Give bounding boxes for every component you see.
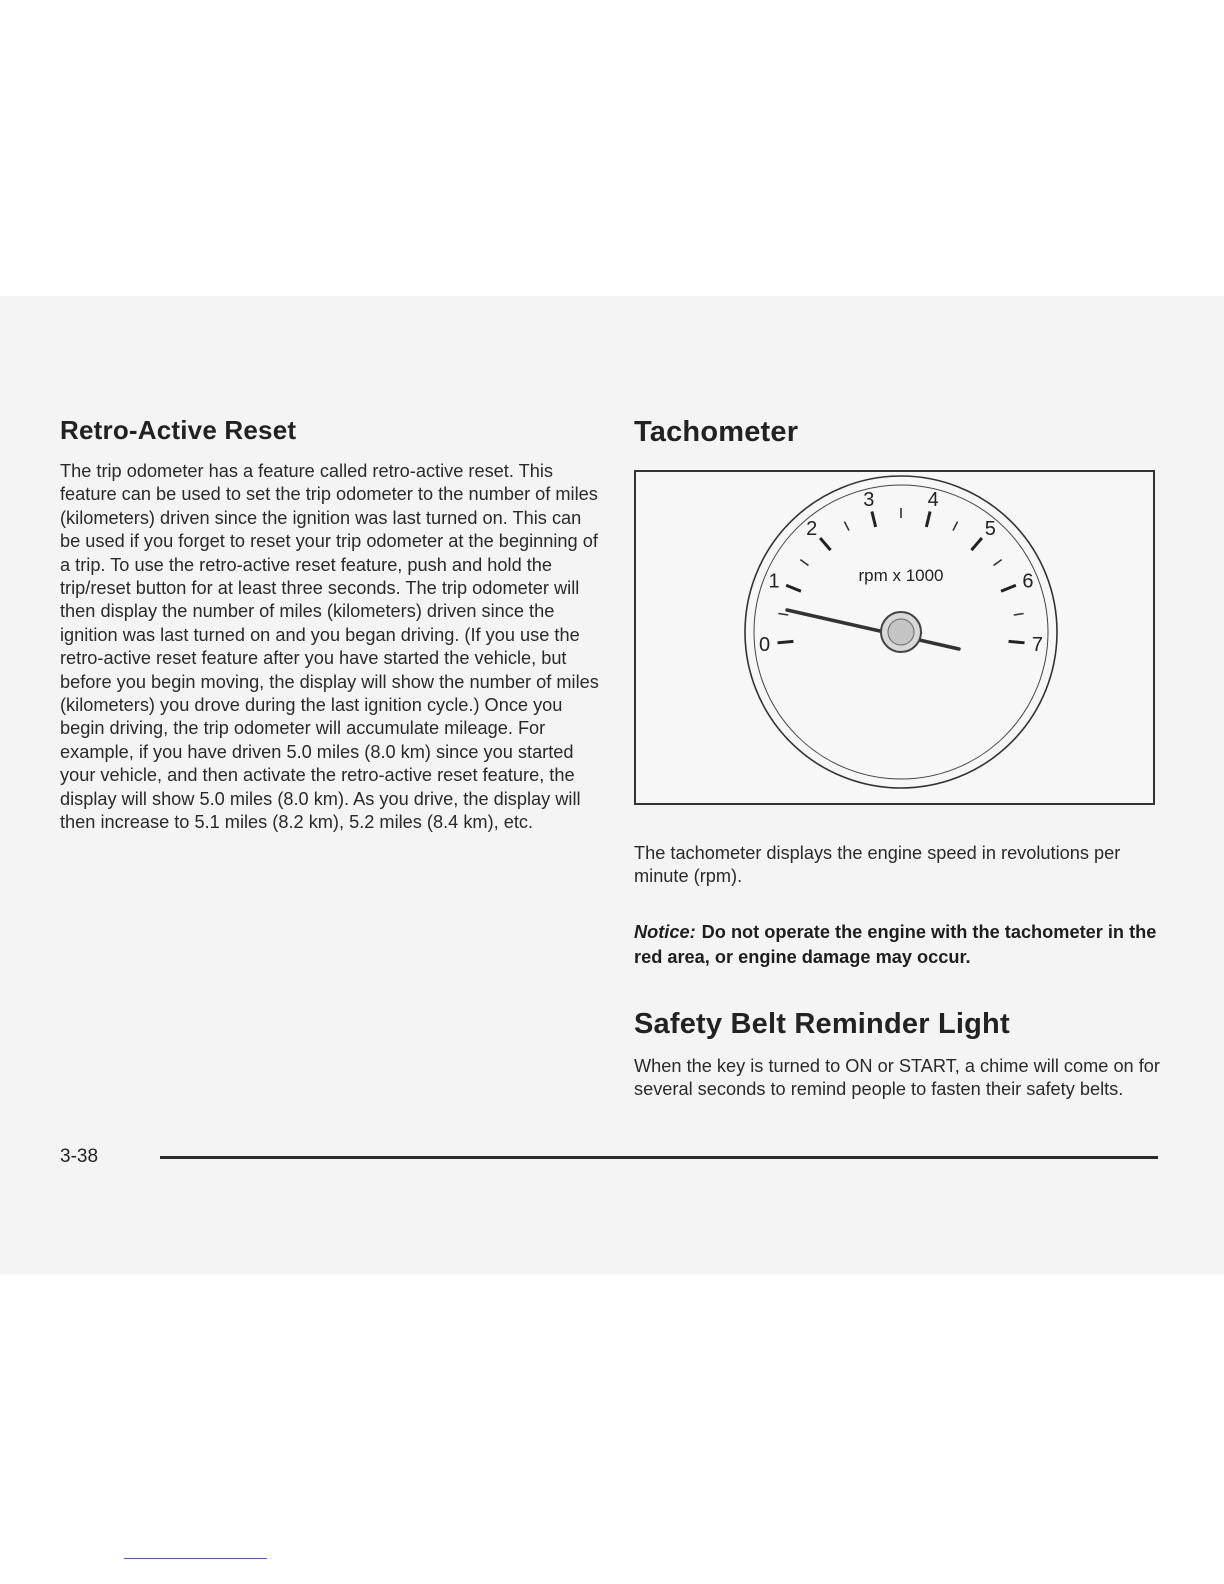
gauge-tick-label-7: 7 (1031, 633, 1044, 656)
tachometer-gauge (745, 476, 1057, 788)
retro-active-reset-heading: Retro-Active Reset (60, 415, 297, 445)
notice-text: Do not operate the engine with the tachometer in the red area, or engine damage may occur. (634, 922, 1157, 967)
footer-rule (160, 1156, 1158, 1159)
gauge-major-tick (777, 641, 793, 642)
gauge-tick-label-1: 1 (768, 570, 780, 593)
gauge-unit-label: rpm x 1000 (858, 566, 944, 585)
gauge-tick-label-6: 6 (1022, 570, 1034, 593)
gauge-tick-label-5: 5 (984, 518, 996, 541)
gauge-tick-label-2: 2 (806, 518, 818, 541)
gauge-tick-label-4: 4 (927, 488, 939, 511)
gauge-tick-label-3: 3 (863, 488, 875, 511)
left-column (60, 414, 600, 835)
notice-label: Notice: (634, 922, 696, 943)
bottom-link-underline (124, 1558, 267, 1559)
gauge-major-tick (1009, 641, 1025, 642)
gauge-hub-center (888, 619, 914, 645)
tachometer-gauge-svg (636, 472, 1153, 803)
tachometer-figure (634, 470, 1155, 805)
safety-belt-heading: Safety Belt Reminder Light (634, 1008, 1010, 1040)
retro-active-reset-paragraph: The trip odometer has a feature called retro-active reset. This feature can be used to set the trip odometer to the number of miles (kilometers) driven since the ignition was last turned on. This can be used if you forget to reset your trip odometer at the beginning of a trip. To use the retro-active reset feature, push and hold the trip/reset button for at least three seconds. The trip odometer will then display the number of miles (kilometers) driven since the ignition was last turned on and you began driving. (If you use the retro-active reset feature after you have started the vehicle, but before you begin moving, the display will show the number of miles (kilometers) you drove during the last ignition cycle.) Once you begin driving, the trip odometer will accumulate mileage. For example, if you have driven 5.0 miles (8.0 km) since you started your vehicle, and then activate the retro-active reset feature, the display will show 5.0 miles (8.0 km). As you drive, the display will then increase to 5.1 miles (8.2 km), 5.2 miles (8.4 km), etc. (60, 461, 599, 833)
notice-paragraph (634, 920, 1166, 969)
safety-belt-paragraph: When the key is turned to ON or START, a chime will come on for several seconds to remind people to fasten their safety belts. (634, 1056, 1160, 1100)
gauge-tick-label-0: 0 (758, 633, 771, 656)
tachometer-description: The tachometer displays the engine speed in revolutions per minute (rpm). (634, 843, 1121, 887)
tachometer-heading: Tachometer (634, 416, 799, 448)
page-number: 3-38 (60, 1146, 99, 1167)
